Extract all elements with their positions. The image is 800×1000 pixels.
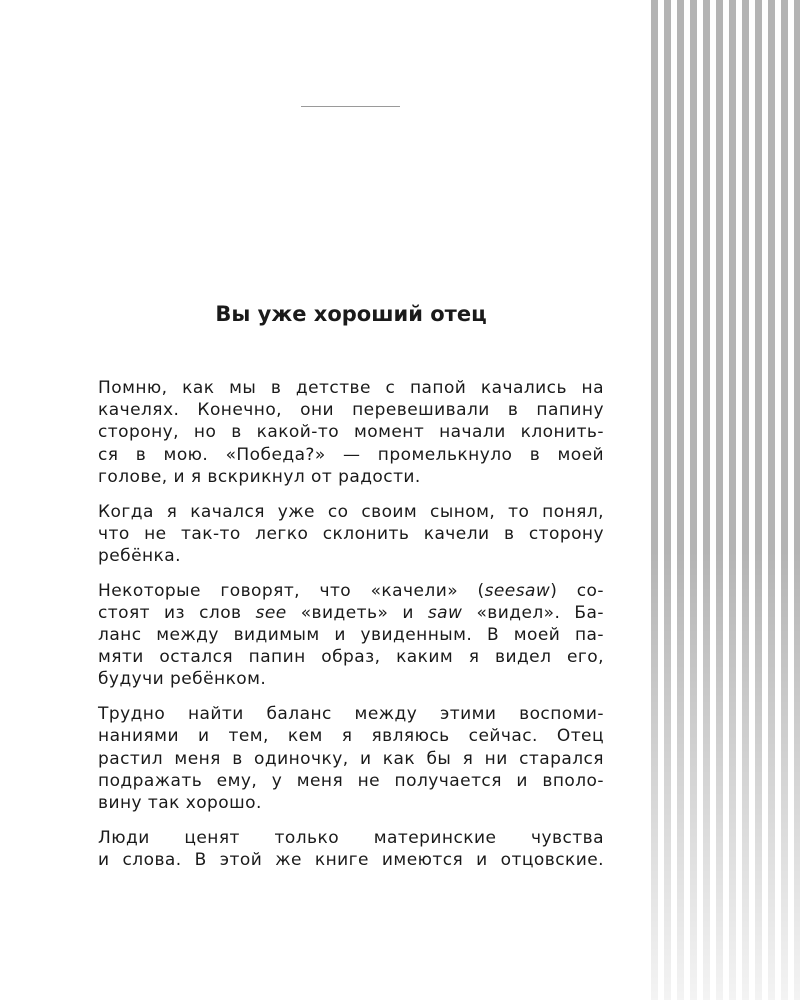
chapter-body: [98, 377, 604, 884]
text-line: растил меня в одиночку, и как бы я ни старался: [98, 748, 604, 769]
text-line: мяти остался папин образ, каким я видел его,: [98, 647, 604, 668]
text-line: будучи ребёнком.: [98, 669, 267, 690]
text-run: «видеть» и: [286, 602, 428, 623]
text-line: Трудно найти баланс между этими воспоми-: [98, 704, 604, 725]
text-line: [98, 602, 604, 624]
paragraph-4: [98, 703, 604, 814]
text-line: и слова. В этой же книге имеются и отцовские.: [98, 849, 604, 870]
text-line: ся в мою. «Победа?» — промелькнуло в моей: [98, 444, 604, 465]
text-line: качелях. Конечно, они перевешивали в папину: [98, 400, 604, 421]
paragraph-3: [98, 580, 604, 691]
text-line: ребёнка.: [98, 545, 181, 566]
text-line: наниями и тем, кем я являюсь сейчас. Отец: [98, 726, 604, 747]
italic-term: see: [255, 602, 287, 623]
paragraph-2: [98, 501, 604, 568]
text-run: ) со-: [550, 580, 604, 601]
decorative-stripes: [651, 0, 800, 1000]
text-line: Люди ценят только материнские чувства: [98, 827, 604, 848]
text-line: что не так-то легко склонить качели в сторону: [98, 523, 604, 544]
text-line: голове, и я вскрикнул от радости.: [98, 466, 421, 487]
paragraph-1: [98, 377, 604, 488]
text-line: сторону, но в какой-то момент начали клонить-: [98, 422, 604, 443]
text-run: Некоторые говорят, что «качели» (: [98, 580, 485, 601]
text-line: ланс между видимым и увиденным. В моей па-: [98, 625, 604, 646]
text-run: «видел». Ба-: [462, 602, 604, 623]
chapter-title: Вы уже хороший отец: [215, 302, 487, 326]
top-divider: [301, 106, 400, 107]
text-line: подражать ему, у меня не получается и вполо-: [98, 770, 604, 791]
text-line: Когда я качался уже со своим сыном, то понял,: [98, 501, 604, 522]
text-line: [98, 580, 604, 602]
text-line: вину так хорошо.: [98, 792, 262, 813]
italic-term: saw: [427, 602, 463, 623]
text-run: стоят из слов: [98, 602, 256, 623]
text-line: Помню, как мы в детстве с папой качались на: [98, 378, 604, 398]
italic-term: seesaw: [484, 580, 551, 601]
paragraph-5: [98, 827, 604, 871]
